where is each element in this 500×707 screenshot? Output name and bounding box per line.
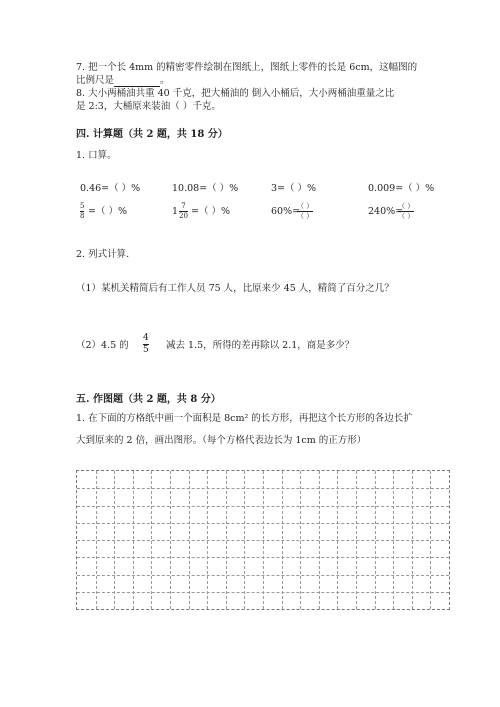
q8-line1: 8. 大小两桶油共重 40 千克，把大桶油的 倒入小桶后，大小两桶油重量之比: [76, 88, 395, 99]
q7-line2-suffix: 。: [160, 75, 170, 86]
fraction-numerator: （ ）: [398, 202, 415, 210]
calc-r2-c2-tail: =（ ）%: [191, 206, 231, 217]
q7-answer-blank[interactable]: [114, 76, 160, 87]
calc-r2-c3-fraction: [297, 203, 313, 220]
fraction-denominator: （ ）: [297, 212, 314, 220]
section5-q1-line1: 1. 在下面的方格纸中画一个面积是 8cm² 的长方形，再把这个长方形的各边长扩: [76, 413, 413, 424]
q8-line2: 是 2:3，大桶原来装油（ ）千克。: [76, 101, 221, 112]
grid-line-horizontal: [77, 540, 449, 541]
fraction-denominator: 5: [143, 345, 149, 355]
section5-q1-line2: 大到原来的 2 倍，画出图形。（每个方格代表边长为 1cm 的正方形）: [76, 435, 367, 446]
calc-r2-c4-head: 240%=: [368, 206, 404, 217]
section5-title: 五. 作图题（共 2 题，共 8 分）: [76, 394, 221, 405]
calc-r1-c3: 3=（ ）%: [271, 183, 317, 194]
calc-r1-c1: 0.46=（ ）%: [80, 183, 141, 194]
section4-q2-2-head: （2）4.5 的: [76, 340, 129, 351]
fraction-numerator: 7: [181, 202, 186, 210]
grid-line-horizontal: [77, 523, 449, 524]
calc-r2-c2-fraction: [179, 203, 188, 220]
grid-line-horizontal: [77, 488, 449, 489]
calc-r2-c2-whole: 1: [172, 206, 179, 217]
fraction-denominator: 20: [179, 212, 188, 220]
grid-line-horizontal: [77, 557, 449, 558]
section4-q2-1: （1）某机关精简后有工作人员 75 人，比原来少 45 人，精简了百分之几？: [76, 283, 394, 294]
fraction-denominator: 8: [80, 212, 85, 220]
calc-r1-c4: 0.009=（ ）%: [368, 183, 435, 194]
q7-line2-prefix: 比例尺是: [76, 75, 115, 86]
calc-r2-c3-head: 60%=: [271, 206, 301, 217]
square-grid-paper[interactable]: [76, 470, 450, 610]
section4-q2-title: 2. 列式计算.: [76, 249, 130, 260]
fraction-denominator: （ ）: [398, 212, 415, 220]
calc-r2-c1-tail: =（ ）%: [88, 206, 128, 217]
grid-line-horizontal: [77, 575, 449, 576]
fraction-numerator: 4: [143, 333, 149, 343]
calc-r1-c2: 10.08=（ ）%: [172, 183, 239, 194]
section4-q1-title: 1. 口算。: [76, 150, 117, 161]
q7-line2: [76, 75, 170, 87]
grid-line-horizontal: [77, 506, 449, 507]
calc-r2-c4-fraction: [398, 203, 414, 220]
section4-q2-2-tail: 减去 1.5，所得的差再除以 2.1，商是多少？: [166, 340, 355, 351]
fraction-numerator: （ ）: [297, 202, 314, 210]
grid-line-horizontal: [77, 592, 449, 593]
calc-r2-c1-fraction: [80, 203, 84, 220]
section4-q2-2-fraction: [143, 334, 149, 355]
q7-line1: 7. 把一个长 4mm 的精密零件绘制在图纸上，图纸上零件的长是 6cm，这幅图的: [76, 62, 418, 73]
section4-title: 四. 计算题（共 2 题，共 18 分）: [76, 129, 228, 140]
fraction-numerator: 5: [80, 202, 85, 210]
